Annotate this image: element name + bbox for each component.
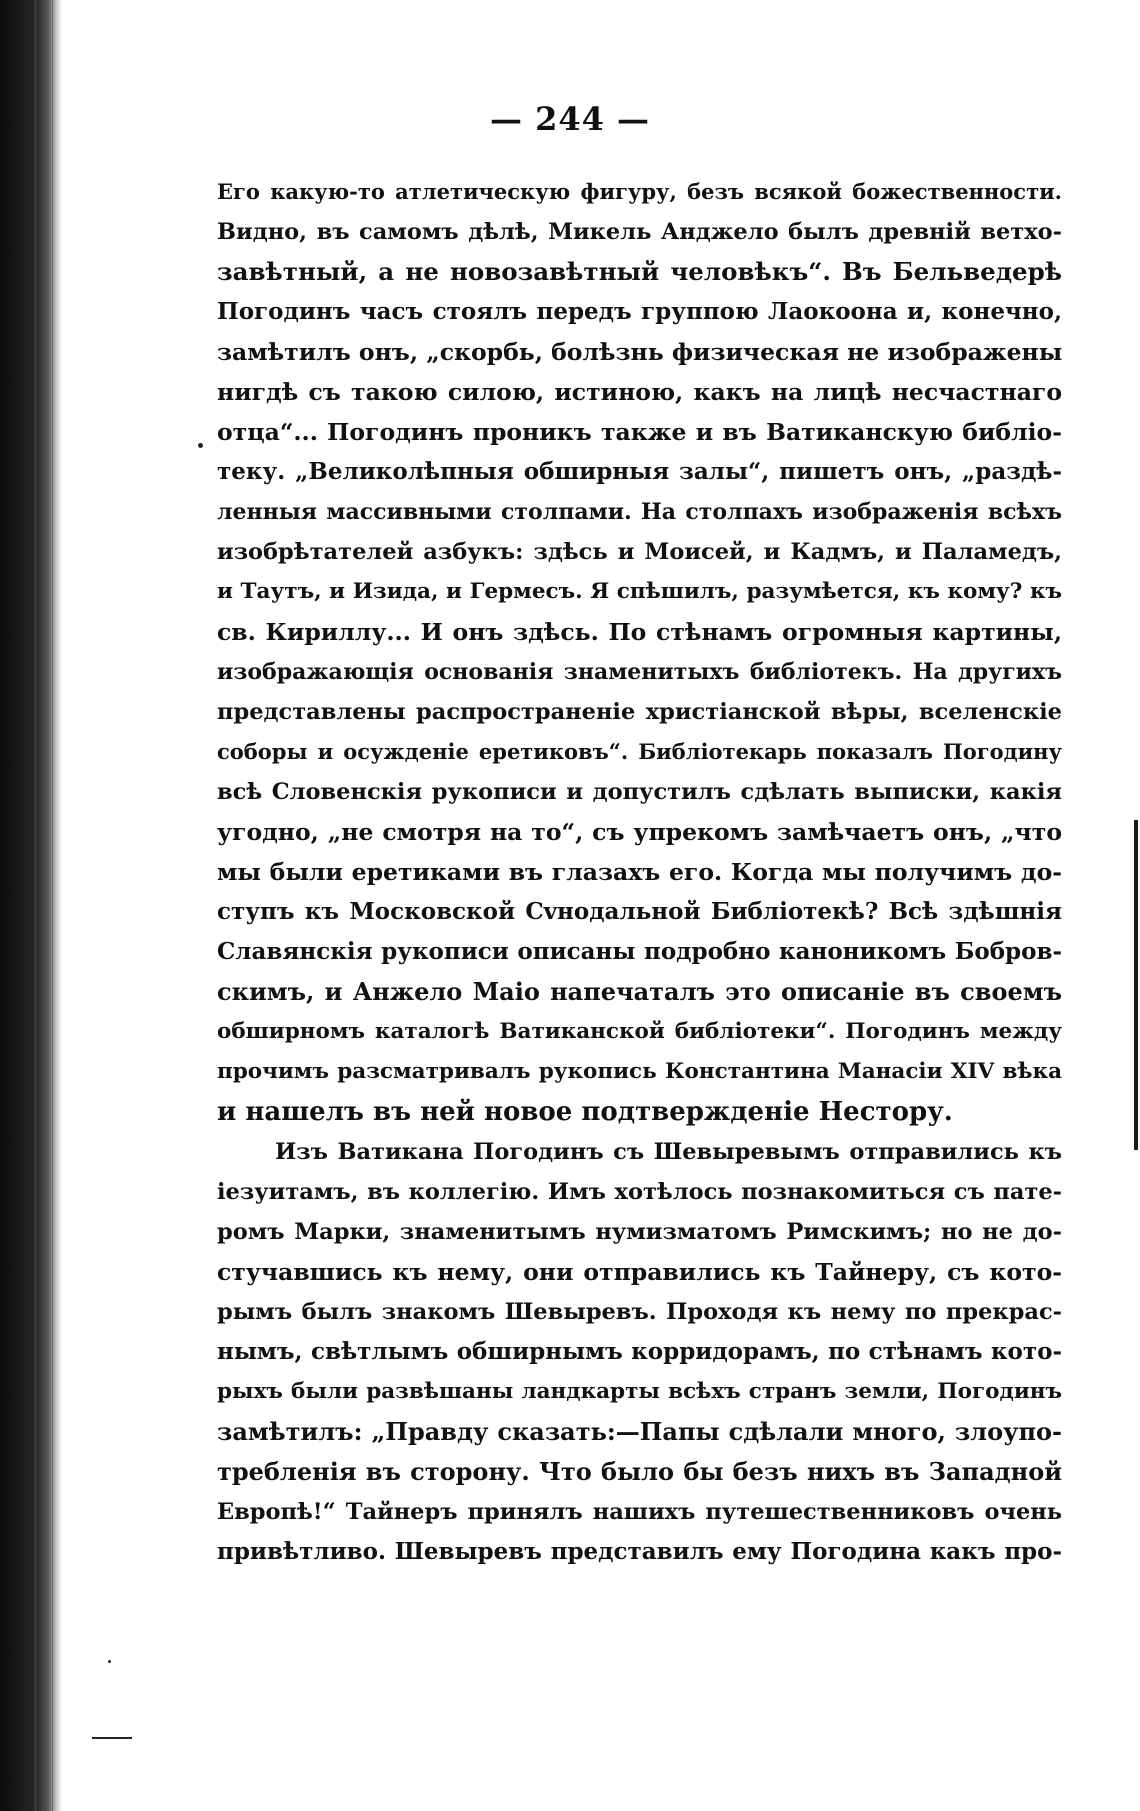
- text-line: всѣ Словенскія рукописи и допустилъ сдѣлать выписки, какія: [217, 779, 1062, 805]
- text-line: Изъ Ватикана Погодинъ съ Шевыревымъ отправились къ: [275, 1139, 1062, 1165]
- text-line: соборы и осужденіе еретиковъ“. Библіотекарь показалъ Погодину: [217, 739, 1062, 764]
- text-line: привѣтливо. Шевыревъ представилъ ему Погодина какъ про-: [217, 1538, 1062, 1565]
- text-line: Видно, въ самомъ дѣлѣ, Микель Анджело былъ древній ветхо-: [217, 219, 1062, 245]
- text-line: и Таутъ, и Изида, и Гермесъ. Я спѣшилъ, разумѣется, къ кому? къ: [217, 579, 1062, 604]
- text-line: отца“... Погодинъ проникъ также и въ Ватиканскую библіо-: [217, 418, 1062, 446]
- binding-streak: [52, 0, 53, 1811]
- text-line: прочимъ разсматривалъ рукопись Константина Манасіи XIV вѣка: [217, 1059, 1062, 1084]
- text-line: ромъ Марки, знаменитымъ нумизматомъ Римскимъ; но не до-: [217, 1219, 1062, 1245]
- text-line: обширномъ каталогѣ Ватиканской библіотеки“. Погодинъ между: [217, 1019, 1062, 1044]
- binding-streak: [34, 0, 37, 1811]
- text-line: Европѣ!“ Тайнеръ принялъ нашихъ путешественниковъ очень: [217, 1499, 1062, 1525]
- text-line: изображающія основанія знаменитыхъ библіотекъ. На другихъ: [217, 659, 1062, 685]
- text-line: рымъ былъ знакомъ Шевыревъ. Проходя къ нему по прекрас-: [217, 1299, 1062, 1325]
- margin-line-mark: [92, 1737, 132, 1739]
- text-line: угодно, „не смотря на то“, съ упрекомъ замѣчаетъ онъ, „что: [217, 818, 1062, 846]
- text-line: теку. „Великолѣпныя обширныя залы“, пишетъ онъ, „раздѣ-: [217, 458, 1062, 485]
- text-line: замѣтилъ: „Правду сказать:—Папы сдѣлали много, злоупо-: [217, 1417, 1062, 1446]
- text-line: изобрѣтателей азбукъ: здѣсь и Моисей, и Кадмъ, и Паламедъ,: [217, 539, 1062, 565]
- text-line: нымъ, свѣтлымъ обширнымъ корридорамъ, по стѣнамъ кото-: [217, 1338, 1062, 1365]
- text-line: мы были еретиками въ глазахъ его. Когда мы получимъ до-: [217, 858, 1062, 886]
- ink-speck: [198, 443, 203, 448]
- text-line: рыхъ были развѣшаны ландкарты всѣхъ странъ земли, Погодинъ: [217, 1379, 1062, 1404]
- text-line: нигдѣ съ такою силою, истиною, какъ на лицѣ несчастнаго: [217, 378, 1062, 406]
- text-line: Его какую-то атлетическую фигуру, безъ всякой божественности.: [217, 179, 1062, 204]
- text-line: ленныя массивными столпами. На столпахъ изображенія всѣхъ: [217, 499, 1062, 525]
- text-line: Погодинъ часъ стоялъ передъ группою Лаокоона и, конечно,: [217, 298, 1062, 325]
- binding-streak: [44, 0, 46, 1811]
- text-line: представлены распространеніе христіанской вѣры, вселенскіе: [217, 699, 1062, 725]
- text-line: скимъ, и Анжело Маіо напечаталъ это описаніе въ своемъ: [217, 977, 1062, 1006]
- text-line: и нашелъ въ ней новое подтвержденіе Нестору.: [217, 1097, 953, 1127]
- text-line: требленія въ сторону. Что было бы безъ нихъ въ Западной: [217, 1457, 1062, 1486]
- text-line: завѣтный, а не новозавѣтный человѣкъ“. Въ Бельведерѣ: [217, 257, 1062, 286]
- page-number: — 244 —: [489, 100, 651, 138]
- text-line: ступъ къ Московской Сvнодальной Библіотекѣ? Всѣ здѣшнія: [217, 898, 1062, 925]
- text-line: Славянскія рукописи описаны подробно каноникомъ Бобров-: [217, 938, 1062, 965]
- text-line: іезуитамъ, въ коллегію. Имъ хотѣлось познакомиться съ пате-: [217, 1179, 1062, 1205]
- text-line: св. Кириллу... И онъ здѣсь. По стѣнамъ огромныя картины,: [217, 618, 1062, 646]
- right-edge-mark: [1134, 820, 1138, 1150]
- text-line: замѣтилъ онъ, „скорбь, болѣзнь физическая не изображены: [217, 338, 1063, 366]
- ink-speck: [108, 1660, 111, 1663]
- body-text: [217, 172, 1062, 1572]
- text-line: стучавшись къ нему, они отправились къ Тайнеру, съ кото-: [217, 1258, 1062, 1286]
